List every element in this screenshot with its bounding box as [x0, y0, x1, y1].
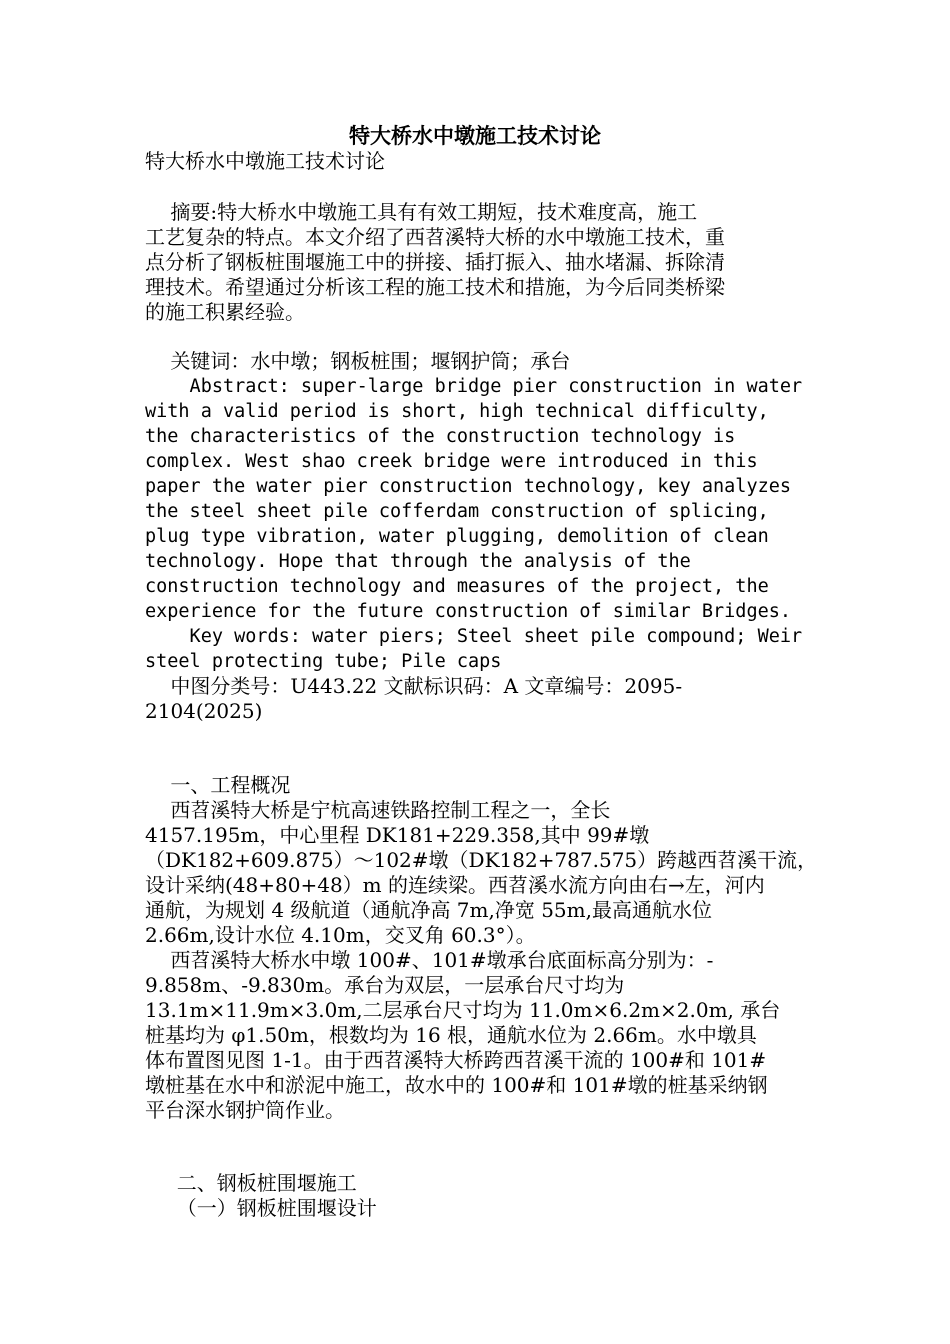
abstract-cn-line: 工艺复杂的特点。本文介绍了西苕溪特大桥的水中墩施工技术，重: [145, 225, 725, 249]
paragraph-line: 西苕溪特大桥是宁杭高速铁路控制工程之一，全长: [145, 798, 611, 822]
subsection-heading: （一）钢板桩围堰设计: [145, 1196, 377, 1220]
classification-line: 中图分类号：U443.22 文献标识码：A 文章编号：2095-: [145, 674, 683, 698]
paragraph-line: 西苕溪特大桥水中墩 100#、101#墩承台底面标高分别为：-: [145, 948, 714, 972]
paragraph-line: 桩基均为 φ1.50m，根数均为 16 根，通航水位为 2.66m。水中墩具: [145, 1023, 757, 1047]
paragraph-line: 体布置图见图 1-1。由于西苕溪特大桥跨西苕溪干流的 100#和 101#: [145, 1048, 767, 1072]
paragraph-line: 墩桩基在水中和淤泥中施工，故水中的 100#和 101#墩的桩基采纳钢: [145, 1073, 768, 1097]
abstract-cn-line: 理技术。希望通过分析该工程的施工技术和措施，为今后同类桥梁: [145, 275, 725, 299]
abstract-en-line: with a valid period is short, high technical difficulty,: [145, 401, 769, 422]
section-heading: 二、钢板桩围堰施工: [145, 1171, 357, 1195]
paragraph-line: 4157.195m，中心里程 DK181+229.358,其中 99#墩: [145, 823, 650, 847]
keywords-cn: 关键词：水中墩；钢板桩围；堰钢护筒；承台: [145, 349, 571, 373]
abstract-en-line: experience for the future construction of similar Bridges.: [145, 601, 792, 622]
classification-line: 2104(2025): [145, 699, 263, 723]
keywords-en-line: steel protecting tube; Pile caps: [145, 651, 502, 672]
abstract-cn-line: 点分析了钢板桩围堰施工中的拼接、插打振入、抽水堵漏、拆除清: [145, 250, 725, 274]
paragraph-line: 平台深水钢护筒作业。: [145, 1098, 345, 1122]
abstract-en-line: the characteristics of the construction technology is: [145, 426, 736, 447]
section-heading: 一、工程概况: [145, 773, 291, 797]
abstract-en-line: Abstract: super-large bridge pier construction in water: [145, 376, 803, 397]
paragraph-line: 设计采纳(48+80+48）m 的连续梁。西苕溪水流方向由右→左，河内: [145, 873, 765, 897]
abstract-en-line: construction technology and measures of the project, the: [145, 576, 769, 597]
abstract-cn-line: 的施工积累经验。: [145, 300, 305, 324]
paragraph-line: 通航，为规划 4 级航道（通航净高 7m,净宽 55m,最高通航水位: [145, 898, 712, 922]
keywords-en-line: Key words: water piers; Steel sheet pile compound; Weir: [145, 626, 803, 647]
abstract-en-line: the steel sheet pile cofferdam construction of splicing,: [145, 501, 769, 522]
document-subtitle: 特大桥水中墩施工技术讨论: [145, 149, 385, 173]
abstract-en-line: technology. Hope that through the analysis of the: [145, 551, 691, 572]
abstract-en-line: plug type vibration, water plugging, demolition of clean: [145, 526, 769, 547]
abstract-cn-line: 摘要:特大桥水中墩施工具有有效工期短，技术难度高，施工: [145, 200, 698, 224]
abstract-en-line: complex. West shao creek bridge were introduced in this: [145, 451, 758, 472]
paragraph-line: 2.66m,设计水位 4.10m，交叉角 60.3°）。: [145, 923, 536, 947]
abstract-en-line: paper the water pier construction technology, key analyzes: [145, 476, 792, 497]
paragraph-line: 13.1m×11.9m×3.0m,二层承台尺寸均为 11.0m×6.2m×2.0m, 承台: [145, 998, 781, 1022]
paragraph-line: （DK182+609.875）～102#墩（DK182+787.575）跨越西苕溪干流，: [145, 848, 818, 872]
document-title: 特大桥水中墩施工技术讨论: [349, 123, 601, 148]
paragraph-line: 9.858m、-9.830m。承台为双层，一层承台尺寸均为: [145, 973, 625, 997]
